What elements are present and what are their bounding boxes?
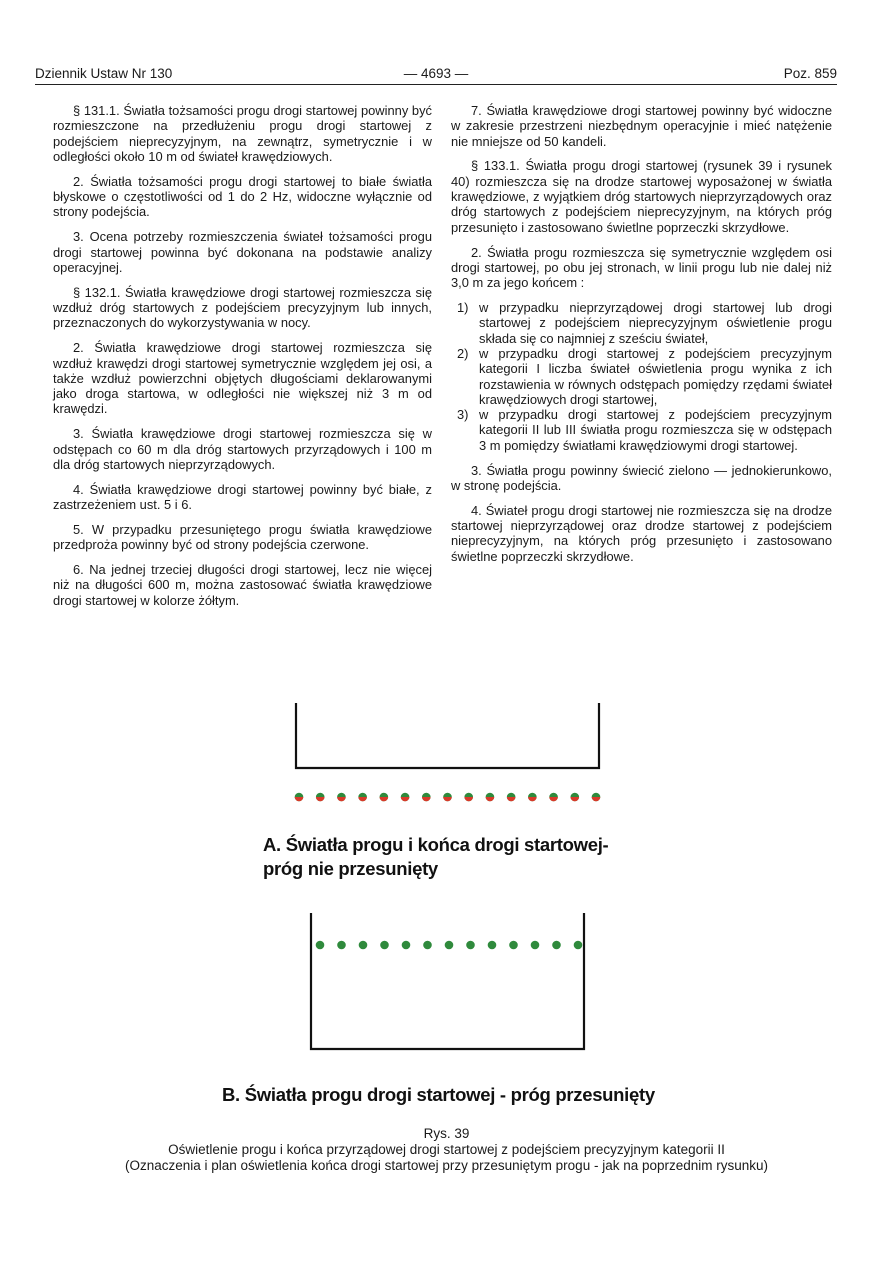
threshold-light <box>507 793 516 802</box>
paragraph: 2. Światła tożsamości progu drogi startowej to białe światła błyskowe o częstotliwości od 1 do 2 Hz, widoczne wyłącznie od strony podejścia. <box>53 173 432 220</box>
runway-b-outline <box>311 913 584 1049</box>
threshold-light <box>443 793 452 802</box>
figure-number: Rys. 39 <box>423 1126 470 1141</box>
paragraph: 3. Światła progu powinny świecić zielono — jednokierunkowo, w stronę podejścia. <box>451 462 832 493</box>
threshold-light <box>574 941 583 950</box>
threshold-light <box>528 793 537 802</box>
threshold-light <box>423 941 432 950</box>
threshold-light <box>422 793 431 802</box>
list-text: w przypadku nieprzyrządowej drogi startowej lub drogi startowej z podejściem nieprecyzyjnym oświetlenie progu składa się co najmniej z sześciu świateł, <box>479 300 832 346</box>
paragraph: 2. Światła krawędziowe drogi startowej rozmieszcza się wzdłuż krawędzi drogi startowej symetrycznie względem jej osi, a także wzdłuż powierzchni objętych długościami deklarowanymi jako droga startowa, w odległości nie większej niż 3 m od krawędzi. <box>53 340 432 417</box>
list-text: w przypadku drogi startowej z podejściem precyzyjnym kategorii I liczba świateł oświetlenia progu wynika z ich rozstawienia w równych odstępach pomiędzy rzędami świateł krawędziowych drogi startowej, <box>479 345 832 407</box>
paragraph: 3. Światła krawędziowe drogi startowej rozmieszcza się w odstępach co 60 m dla dróg startowych przyrządowych i 100 m dla dróg startowych nieprzyrządowych. <box>53 426 432 472</box>
threshold-light <box>464 793 473 802</box>
list-text: w przypadku drogi startowej z podejściem precyzyjnym kategorii II lub III światła progu rozmieszcza się w odstępach 3 m pomiędzy światłami krawędziowymi drogi startowej. <box>479 407 832 453</box>
journal-title: Dziennik Ustaw Nr 130 <box>35 66 173 81</box>
threshold-light <box>316 793 325 802</box>
threshold-light <box>466 941 475 950</box>
caption-line-1: Oświetlenie progu i końca przyrządowej drogi startowej z podejściem precyzyjnym kategorii II <box>168 1142 725 1157</box>
threshold-light <box>592 793 601 802</box>
paragraph: 7. Światła krawędziowe drogi startowej powinny być widoczne w zakresie przestrzeni niezbędnym operacyjnie i mieć natężenie nie mniejsze od 50 kandeli. <box>451 103 832 149</box>
threshold-light <box>358 793 367 802</box>
figure-title-a-line2: próg nie przesunięty <box>263 858 438 879</box>
threshold-light <box>488 941 497 950</box>
threshold-light <box>402 941 411 950</box>
lights-row-a <box>295 793 601 802</box>
threshold-light <box>359 941 368 950</box>
threshold-light <box>337 793 346 802</box>
list-number: 2) <box>457 345 469 361</box>
paragraph: § 131.1. Światła tożsamości progu drogi startowej powinny być rozmieszczone na przedłużeniu progu drogi startowej z podejściem nieprecyzyjnym, na zewnątrz, symetrycznie i w odległości około 10 m od świateł krawędziowych. <box>53 103 432 164</box>
threshold-light <box>531 941 540 950</box>
threshold-light <box>552 941 561 950</box>
caption-line-2: (Oznaczenia i plan oświetlenia końca drogi startowej przy przesuniętym progu - jak na poprzednim rysunku) <box>124 1158 769 1173</box>
threshold-light <box>570 793 579 802</box>
paragraph: 2. Światła progu rozmieszcza się symetrycznie względem osi drogi startowej, po obu jej stronach, w linii progu lub nie dalej niż 3,0 m za jego końcem : <box>451 244 832 291</box>
paragraph: 5. W przypadku przesuniętego progu światła krawędziowe przedproża powinny być od strony podejścia czerwone. <box>53 521 432 553</box>
threshold-light <box>380 941 389 950</box>
list-number: 1) <box>457 300 469 316</box>
threshold-light <box>486 793 495 802</box>
paragraph: 3. Ocena potrzeby rozmieszczenia świateł tożsamości progu drogi startowej powinna być dokonana na podstawie analizy operacyjnej. <box>53 229 432 275</box>
page-number: — 4693 — <box>403 66 469 81</box>
threshold-light <box>509 941 518 950</box>
threshold-light <box>295 793 304 802</box>
paragraph: 4. Świateł progu drogi startowej nie rozmieszcza się na drodze startowej nieprzyrządowej oraz drodze startowej z podejściem nieprecyzyjnym, na których próg przesunięto i zastosowano świetlne poprzeczki skrzydłowe. <box>451 502 832 564</box>
threshold-light <box>445 941 454 950</box>
threshold-light <box>549 793 558 802</box>
threshold-light <box>337 941 346 950</box>
threshold-light <box>316 941 325 950</box>
list-number: 3) <box>457 407 469 423</box>
position-number: Poz. 859 <box>783 66 837 81</box>
runway-a-outline <box>296 703 599 768</box>
paragraph: § 133.1. Światła progu drogi startowej (rysunek 39 i rysunek 40) rozmieszcza się na drodze startowej wyposażonej w światła krawędziowe, z wyjątkiem dróg startowych nieprzyrządowych oraz dróg startowych z podejściem nieprecyzyjnym, na których próg przesunięto i zastosowano świetlne poprzeczki skrzydłowe. <box>451 158 832 235</box>
paragraph: § 132.1. Światła krawędziowe drogi startowej rozmieszcza się wzdłuż dróg startowych z podejściem precyzyjnym lub innych, przeznaczonych do wykorzystywania w nocy. <box>53 284 432 331</box>
figure-title-a-line1: A. Światła progu i końca drogi startowej- <box>263 834 609 855</box>
paragraph: 4. Światła krawędziowe drogi startowej powinny być białe, z zastrzeżeniem ust. 5 i 6. <box>53 481 432 513</box>
threshold-light <box>380 793 389 802</box>
paragraph: 6. Na jednej trzeciej długości drogi startowej, lecz nie więcej niż na długości 600 m, można zastosować światła krawędziowe drogi startowej w kolorze żółtym. <box>53 562 432 608</box>
figure-title-b: B. Światła progu drogi startowej - próg przesunięty <box>222 1084 655 1105</box>
lights-row-b <box>316 941 583 950</box>
threshold-light <box>401 793 410 802</box>
